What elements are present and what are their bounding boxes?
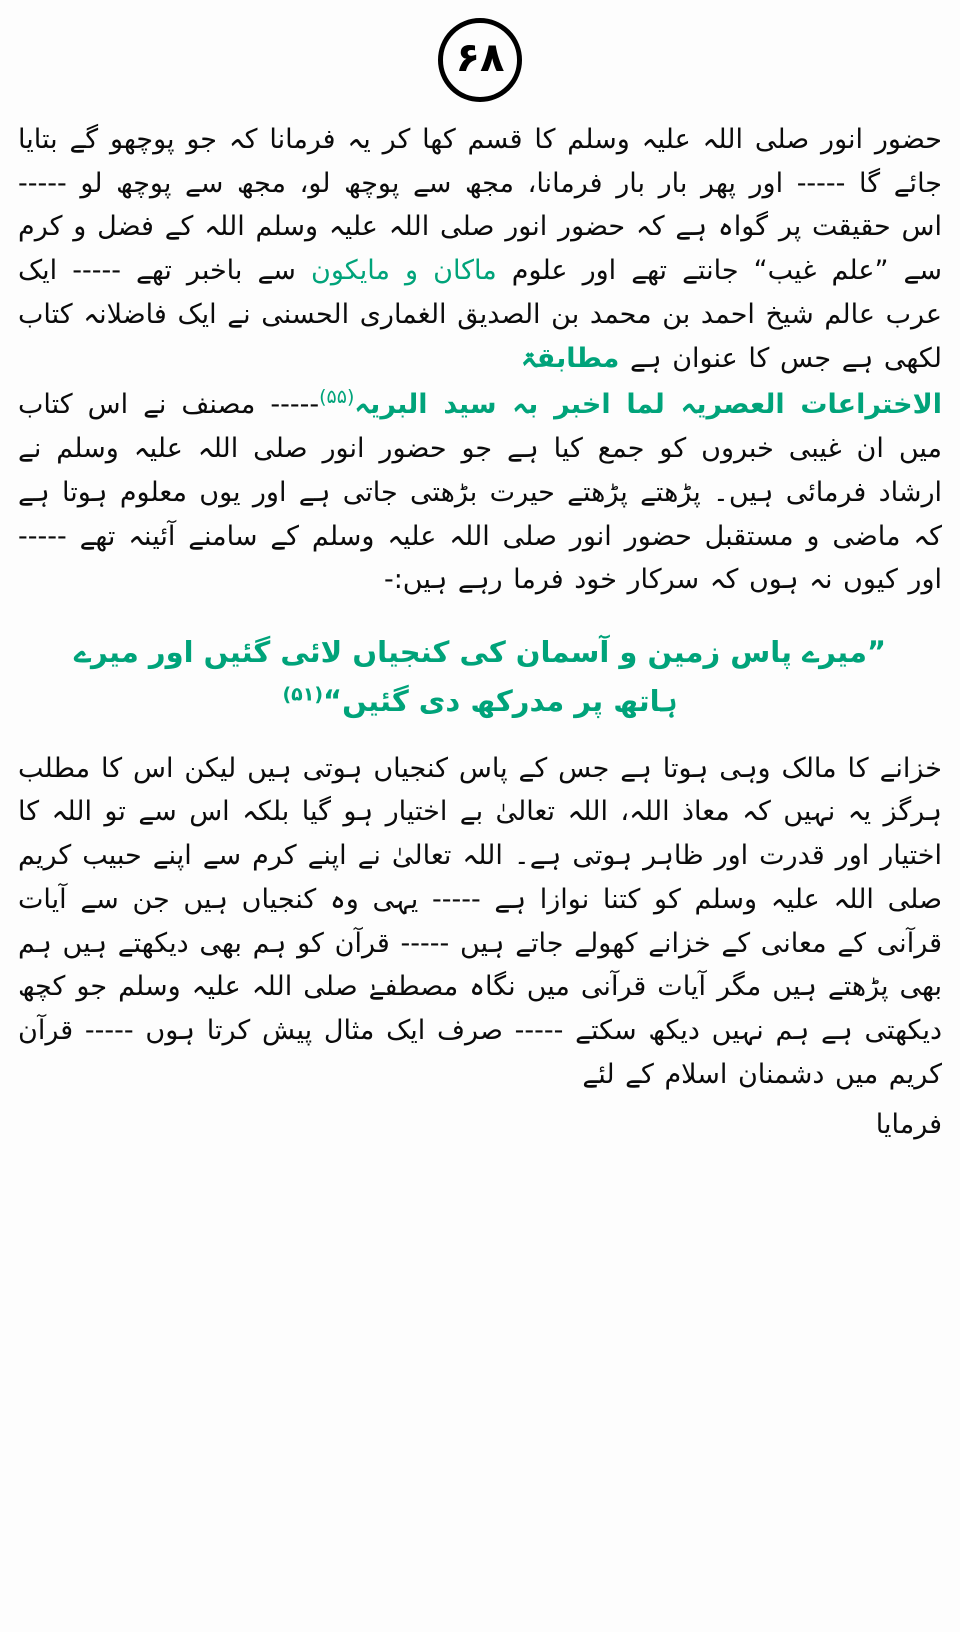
hadith-quote-block <box>18 628 942 727</box>
book-title-highlight-rest: الاختراعات العصریہ لما اخبر بہ سید البریہ <box>354 389 942 421</box>
page-number: ۶۸ <box>438 18 522 102</box>
book-title-highlight-start: مطابقۃ <box>520 342 620 374</box>
paragraph-3: خزانے کا مالک وہی ہوتا ہے جس کے پاس کنجیاں ہوتی ہیں لیکن اس کا مطلب ہرگز یہ نہیں کہ معاذ اللہ، اللہ تعالیٰ بے اختیار ہو گیا بلکہ اس سے تو اللہ کا اختیار اور قدرت اور ظاہر ہوتی ہے۔ اللہ تعالیٰ نے اپنے کرم سے اپنے حبیب کریم صلی اللہ علیہ وسلم کو کتنا نوازا ہے ----- یہی وہ کنجیاں ہیں جن سے آیات قرآنی کے معانی کے خزانے کھولے جاتے ہیں ----- قرآن کو ہم بھی دیکھتے ہیں ہم بھی پڑھتے ہیں مگر آیات قرآنی میں نگاہ مصطفےٰ صلی اللہ علیہ وسلم جو کچھ دیکھتی ہے ہم نہیں دیکھ سکتے ----- صرف ایک مثال پیش کرتا ہوں ----- قرآن کریم میں دشمنان اسلام کے لئے <box>18 752 942 1090</box>
highlight-makan-mayakun: ماکان و مایکون <box>311 255 497 287</box>
quote-line-1: ”میرے پاس زمین و آسمان کی کنجیاں لائی گئیں اور میرے <box>73 635 887 670</box>
quote-line-2: ہاتھ پر مدرکھ دی گئیں“ <box>323 684 678 719</box>
quote-line-2-wrap <box>58 677 902 726</box>
paragraph-1 <box>18 118 942 380</box>
paragraph-1-text: حضور انور صلی اللہ علیہ وسلم کا قسم کھا کر یہ فرمانا کہ جو پوچھو گے بتایا جائے گا ----- اور پھر بار بار فرمانا، مجھ سے پوچھ لو، مجھ سے پوچھ لو ----- اس حقیقت پر گواہ ہے کہ حضور انور صلی اللہ علیہ وسلم اللہ کے فضل و کرم سے ”علم غیب“ جانتے تھے اور علوم <box>18 124 942 287</box>
paragraph-4-wrap <box>18 1103 942 1147</box>
paragraph-4: فرمایا <box>875 1108 942 1140</box>
paragraph-2-text: ----- مصنف نے اس کتاب میں ان غیبی خبروں کو جمع کیا ہے جو حضور انور صلی اللہ علیہ وسلم نے ارشاد فرمائی ہیں۔ پڑھتے پڑھتے حیرت بڑھتی جاتی ہے اور یوں معلوم ہوتا ہے کہ ماضی و مستقبل حضور انور صلی اللہ علیہ وسلم کے سامنے آئینہ تھے ----- اور کیوں نہ ہوں کہ سرکار خود فرما رہے ہیں:- <box>18 389 942 596</box>
page-body-text <box>18 118 942 1148</box>
page-number-container <box>0 18 960 102</box>
footnote-ref-55: (۵۵) <box>319 386 355 409</box>
paragraph-1-continuation: سے باخبر تھے ----- ایک عرب عالم شیخ احمد بن محمد بن الصدیق الغماری الحسنی نے ایک فاضلانہ کتاب لکھی ہے جس کا عنوان ہے <box>18 255 942 374</box>
footnote-ref-51: (۵۱) <box>282 683 324 706</box>
book-title-line <box>18 382 942 602</box>
